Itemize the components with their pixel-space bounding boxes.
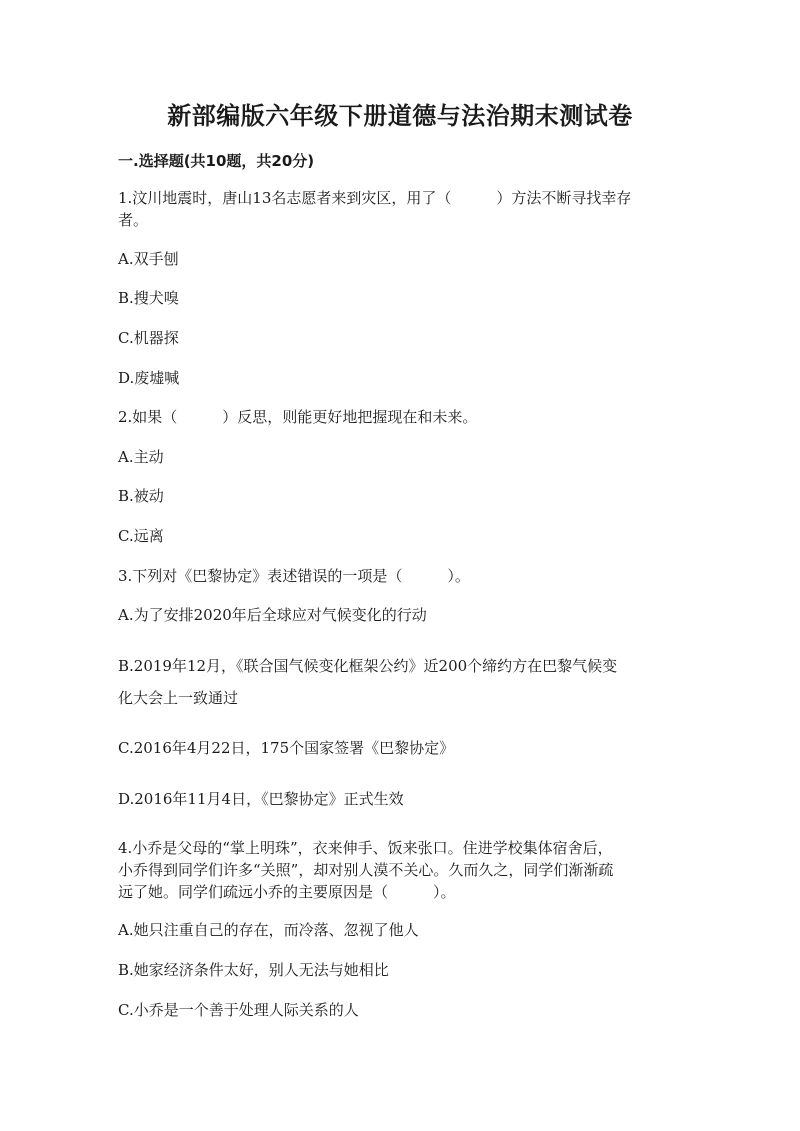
question-3-option-a: A.为了安排2020年后全球应对气候变化的行动 bbox=[118, 606, 427, 624]
page-title: 新部编版六年级下册道德与法治期末测试卷 bbox=[167, 102, 633, 130]
question-2-option-c: C.远离 bbox=[118, 527, 164, 545]
question-4-option-c: C.小乔是一个善于处理人际关系的人 bbox=[118, 1001, 359, 1019]
question-1-option-c: C.机器探 bbox=[118, 329, 179, 347]
question-1-option-b: B.搜犬嗅 bbox=[118, 289, 179, 307]
question-2-option-a: A.主动 bbox=[118, 448, 164, 466]
question-1-stem-line-1: 1.汶川地震时，唐山13名志愿者来到灾区，用了（ ）方法不断寻找幸存 bbox=[118, 189, 632, 207]
question-3-stem: 3.下列对《巴黎协定》表述错误的一项是（ ）。 bbox=[118, 567, 470, 585]
question-4-option-b: B.她家经济条件太好，别人无法与她相比 bbox=[118, 961, 389, 979]
question-3-option-d: D.2016年11月4日，《巴黎协定》正式生效 bbox=[118, 790, 404, 808]
question-1-option-a: A.双手刨 bbox=[118, 250, 179, 268]
section-heading: 一.选择题(共10题，共20分) bbox=[118, 152, 315, 170]
question-2-option-b: B.被动 bbox=[118, 487, 164, 505]
question-4-stem-line-2: 小乔得到同学们许多“关照”，却对别人漠不关心。久而久之，同学们渐渐疏 bbox=[118, 861, 614, 879]
question-3-option-b: B.2019年12月，《联合国气候变化框架公约》近200个缔约方在巴黎气候变 bbox=[118, 657, 618, 675]
question-3-option-c: C.2016年4月22日，175个国家签署《巴黎协定》 bbox=[118, 739, 455, 757]
question-4-stem-line-3: 远了她。同学们疏远小乔的主要原因是（ ）。 bbox=[118, 883, 456, 901]
question-1-stem-line-2: 者。 bbox=[118, 211, 149, 229]
question-3-option-b-continued: 化大会上一致通过 bbox=[118, 689, 239, 707]
question-1-option-d: D.废墟喊 bbox=[118, 369, 180, 387]
question-4-stem-line-1: 4.小乔是父母的“掌上明珠”，衣来伸手、饭来张口。住进学校集体宿舍后， bbox=[118, 839, 613, 857]
question-2-stem: 2.如果（ ）反思，则能更好地把握现在和未来。 bbox=[118, 408, 478, 426]
question-4-option-a: A.她只注重自己的存在，而冷落、忽视了他人 bbox=[118, 921, 419, 939]
